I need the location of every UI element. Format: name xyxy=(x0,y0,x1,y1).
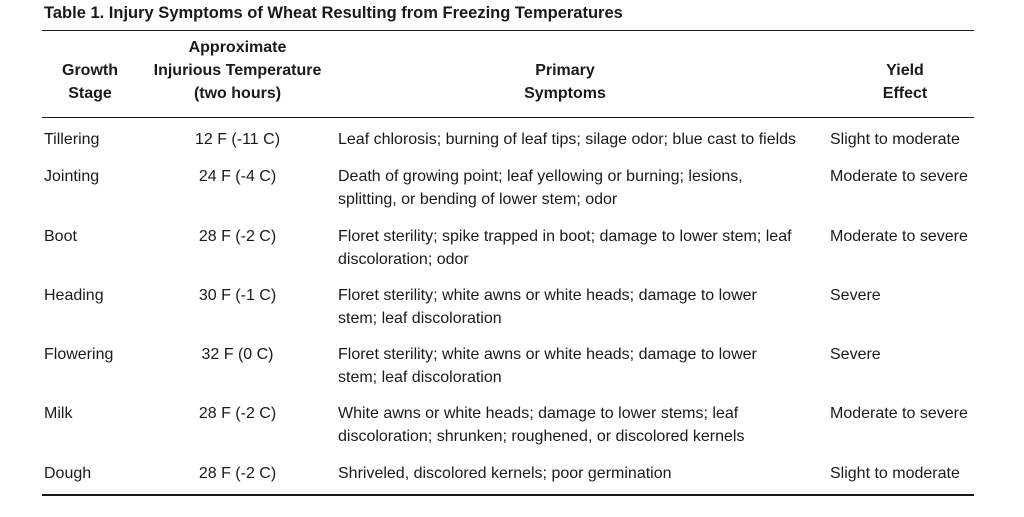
symptoms-line: Death of growing point; leaf yellowing or burning; lesions, xyxy=(338,168,743,185)
header-symptoms-line: Primary xyxy=(535,62,595,79)
symptoms-cell xyxy=(338,402,808,448)
growth-stage-cell: Dough xyxy=(44,465,92,482)
symptoms-cell xyxy=(338,128,808,151)
symptoms-cell xyxy=(338,284,808,330)
yield-effect-cell: Slight to moderate xyxy=(830,465,960,482)
header-yield-line: Yield xyxy=(886,62,924,79)
yield-effect-cell: Moderate to severe xyxy=(830,228,968,245)
header-primary-symptoms xyxy=(340,59,790,105)
header-growth-stage-line: Stage xyxy=(68,85,112,102)
growth-stage-cell: Heading xyxy=(44,287,104,304)
symptoms-line: Floret sterility; spike trapped in boot; damage to lower stem; leaf xyxy=(338,228,792,245)
temperature-cell: 28 F (-2 C) xyxy=(198,228,277,245)
temperature-cell: 30 F (-1 C) xyxy=(198,287,277,304)
header-temperature-line: Injurious Temperature xyxy=(153,62,322,79)
symptoms-cell xyxy=(338,165,808,211)
header-symptoms-line: Symptoms xyxy=(524,85,606,102)
symptoms-line: Floret sterility; white awns or white heads; damage to lower xyxy=(338,346,757,363)
header-temperature-line: (two hours) xyxy=(193,85,282,102)
growth-stage-cell: Flowering xyxy=(44,346,114,363)
yield-effect-cell: Severe xyxy=(830,346,881,363)
table-title: Table 1. Injury Symptoms of Wheat Resulting from Freezing Temperatures xyxy=(44,4,623,22)
header-growth-stage xyxy=(40,59,140,105)
header-injurious-temperature xyxy=(140,36,335,105)
yield-effect-cell: Moderate to severe xyxy=(830,168,968,185)
growth-stage-cell: Tillering xyxy=(44,131,100,148)
temperature-cell: 24 F (-4 C) xyxy=(198,168,277,185)
header-yield-effect xyxy=(820,59,990,105)
symptoms-line: White awns or white heads; damage to lower stems; leaf xyxy=(338,405,739,422)
temperature-cell: 28 F (-2 C) xyxy=(198,465,277,482)
symptoms-cell xyxy=(338,343,808,389)
symptoms-line: Floret sterility; white awns or white heads; damage to lower xyxy=(338,287,757,304)
yield-effect-cell: Slight to moderate xyxy=(830,131,960,148)
header-temperature-line: Approximate xyxy=(188,39,287,56)
symptoms-cell xyxy=(338,225,808,271)
symptoms-line: Leaf chlorosis; burning of leaf tips; silage odor; blue cast to fields xyxy=(338,131,797,148)
header-growth-stage-line: Growth xyxy=(62,62,118,79)
growth-stage-cell: Milk xyxy=(44,405,73,422)
yield-effect-cell: Moderate to severe xyxy=(830,405,968,422)
header-yield-line: Effect xyxy=(882,85,928,102)
growth-stage-cell: Jointing xyxy=(44,168,100,185)
top-rule xyxy=(42,30,974,31)
symptoms-line: Shriveled, discolored kernels; poor germination xyxy=(338,465,672,482)
header-rule xyxy=(42,117,974,118)
symptoms-line: discoloration; shrunken; roughened, or discolored kernels xyxy=(338,428,745,445)
bottom-rule xyxy=(42,494,974,496)
yield-effect-cell: Severe xyxy=(830,287,881,304)
symptoms-cell xyxy=(338,462,808,485)
symptoms-line: discoloration; odor xyxy=(338,251,469,268)
temperature-cell: 28 F (-2 C) xyxy=(198,405,277,422)
symptoms-line: stem; leaf discoloration xyxy=(338,369,502,386)
symptoms-line: stem; leaf discoloration xyxy=(338,310,502,327)
temperature-cell: 32 F (0 C) xyxy=(201,346,274,363)
symptoms-line: splitting, or bending of lower stem; odor xyxy=(338,191,618,208)
growth-stage-cell: Boot xyxy=(44,228,77,245)
temperature-cell: 12 F (-11 C) xyxy=(194,131,281,148)
